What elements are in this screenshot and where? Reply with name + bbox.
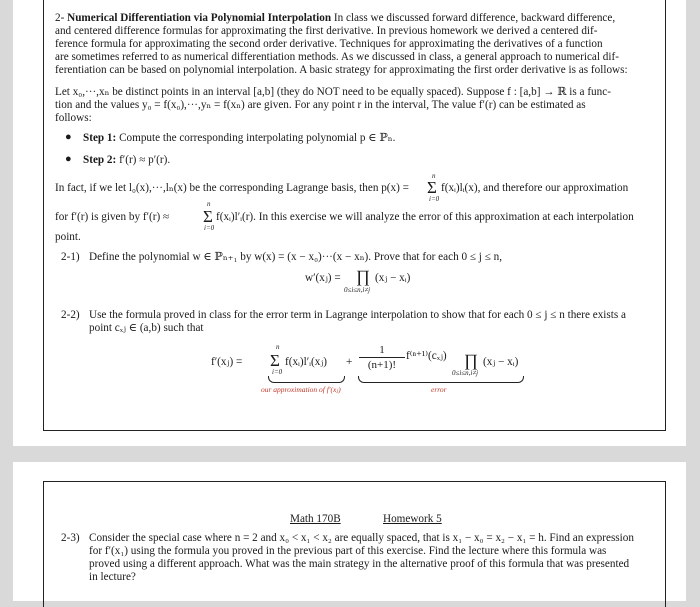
sum-upper: n bbox=[432, 172, 436, 180]
fraction-denominator: (n+1)! bbox=[367, 359, 397, 371]
step-1: Step 1: Compute the corresponding interpolating polynomial p ∈ ℙₙ. bbox=[83, 132, 396, 144]
part-2-label: 2-2) bbox=[61, 309, 80, 321]
lagrange-line-1: In fact, if we let l₀(x),···,lₙ(x) be the corresponding Lagrange basis, then p(x) = bbox=[55, 182, 409, 194]
brace-label-error: error bbox=[431, 385, 447, 394]
part-1-formula-lhs: w′(xⱼ) = bbox=[305, 272, 341, 284]
prod-lower: 0≤i≤n,i≠j bbox=[452, 369, 479, 377]
part-3-text-1: for f′(x₁) using the formula you proved in the previous part of this exercise. Find the lecture where this formula was bbox=[89, 545, 607, 557]
fraction bbox=[359, 344, 405, 371]
page-1 bbox=[13, 0, 686, 446]
intro-line-3: are sometimes referred to as numerical differentiation methods. As we discussed in class, a general approach to numerical dif- bbox=[55, 51, 619, 63]
product-icon: ∏ bbox=[464, 351, 478, 370]
setup-line-0: Let x₀,···,xₙ be distinct points in an interval [a,b] (they do NOT need to be equally spaced). Suppose f : [a,b] → ℝ is a func- bbox=[55, 86, 611, 98]
fraction-numerator: 1 bbox=[379, 344, 385, 356]
part-1-label: 2-1) bbox=[61, 251, 80, 263]
part-2-text-1: point cₓⱼ ∈ (a,b) such that bbox=[89, 322, 204, 334]
part-3-text-2: proved using a different approach. What was the main strategy in the alternative proof of this formula that was presented bbox=[89, 558, 630, 570]
bullet-icon: ● bbox=[65, 131, 72, 143]
sum-lower: i=0 bbox=[204, 224, 215, 232]
part-2-prod-term: (xⱼ − xᵢ) bbox=[483, 356, 519, 368]
homework-title: Homework 5 bbox=[383, 513, 442, 525]
intro-line-1: and centered difference formulas for approximating the first derivative. In previous homework we derived a centered dif- bbox=[55, 25, 598, 37]
sum-lower: i=0 bbox=[272, 368, 283, 376]
part-2-deriv: f⁽ⁿ⁺¹⁾(cₓⱼ) bbox=[406, 350, 447, 362]
part-2-sum-term: f(xᵢ)l′ᵢ(xⱼ) bbox=[285, 356, 327, 368]
setup-line-1: tion and the values y₀ = f(x₀),···,yₙ = f(xₙ) are given. For any point r in the interval, The value f′(r) can be estimated as bbox=[55, 99, 586, 111]
lagrange-line-2: for f′(r) is given by f′(r) ≈ bbox=[55, 211, 170, 223]
sum-lower: i=0 bbox=[429, 195, 440, 203]
part-2-plus: + bbox=[346, 356, 353, 368]
sigma-icon: Σ bbox=[203, 207, 213, 226]
part-3-text-3: in lecture? bbox=[89, 571, 136, 583]
course-title: Math 170B bbox=[290, 513, 341, 525]
brace-label-approximation: our approximation of f′(xⱼ) bbox=[261, 385, 341, 394]
part-1-formula-rhs: (xⱼ − xᵢ) bbox=[375, 272, 411, 284]
part-3-text-0: Consider the special case where n = 2 and x₀ < x₁ < x₂ are equally spaced, that is x₁ − x₀ = x₂ − x₁ = h. Find an expression bbox=[89, 532, 634, 544]
intro-line-0: In class we discussed forward difference, backward difference, bbox=[333, 12, 616, 24]
prod-lower: 0≤i≤n,i≠j bbox=[344, 286, 371, 294]
underbrace-error bbox=[358, 376, 524, 383]
product-icon: ∏ bbox=[356, 267, 370, 286]
sigma-icon: Σ bbox=[270, 351, 280, 370]
underbrace-approximation bbox=[268, 376, 345, 383]
sum-upper: n bbox=[207, 200, 211, 208]
part-2-lhs: f′(xⱼ) = bbox=[211, 356, 243, 368]
page-2 bbox=[13, 462, 686, 601]
lagrange-line-1-sum: f(xᵢ)lᵢ(x), and therefore our approximation bbox=[441, 182, 629, 194]
part-2-text-0: Use the formula proved in class for the error term in Lagrange interpolation to show that for each 0 ≤ j ≤ n there exists a bbox=[89, 309, 626, 321]
lagrange-line-2-sum: f(xᵢ)l′ᵢ(r). In this exercise we will analyze the error of this approximation at each interpolation bbox=[216, 211, 634, 223]
lagrange-line-3: point. bbox=[55, 231, 81, 243]
problem-title: Numerical Differentiation via Polynomial Interpolation bbox=[67, 12, 332, 24]
sigma-icon: Σ bbox=[427, 178, 437, 197]
bullet-icon: ● bbox=[65, 153, 72, 165]
intro-line-4: ferentiation can be based on polynomial interpolation. A basic strategy for approximating the first order derivative is as follows: bbox=[55, 64, 628, 76]
setup-line-2: follows: bbox=[55, 112, 92, 124]
step-2: Step 2: f′(r) ≈ p′(r). bbox=[83, 154, 171, 166]
part-3-label: 2-3) bbox=[61, 532, 80, 544]
sum-upper: n bbox=[276, 343, 280, 351]
intro-line-2: ference formula for approximating the second order derivative. Techniques for approximating the derivatives of a function bbox=[55, 38, 603, 50]
problem-heading: 2- Numerical Differentiation via Polynomial Interpolation In class we discussed forward difference, backward difference, bbox=[55, 12, 616, 24]
part-1-text: Define the polynomial w ∈ ℙₙ₊₁ by w(x) = (x − x₀)···(x − xₙ). Prove that for each 0 ≤ j ≤ n, bbox=[89, 251, 503, 263]
